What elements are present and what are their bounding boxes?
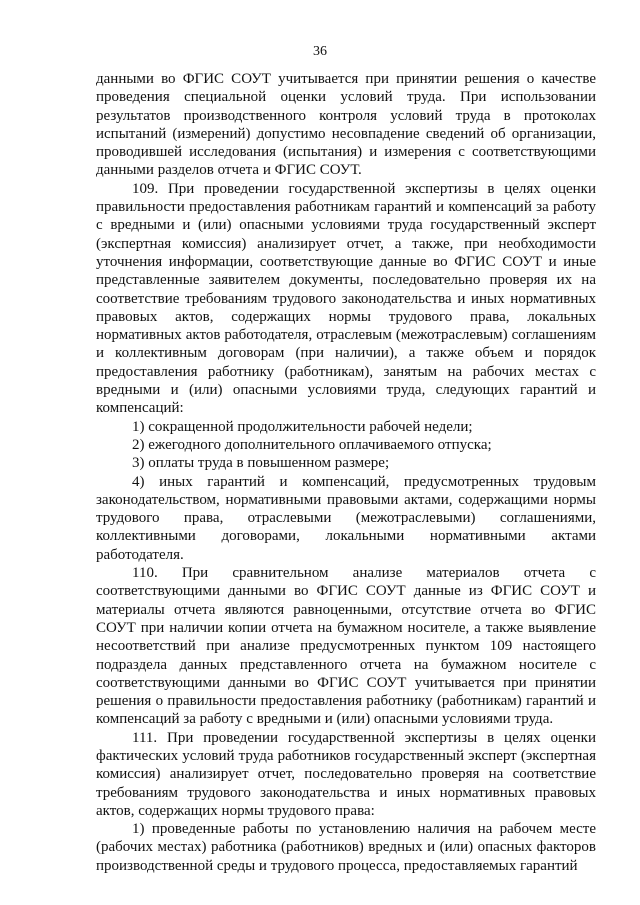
page-number: 36: [313, 44, 327, 59]
paragraph-continuation: данными во ФГИС СОУТ учитывается при принятии решения о качестве проведения специальной оценки условий труда. При использовании результатов производственного контроля условий труда в протоколах испытаний (измерений) допустимо несовпадение сведений об организации, проводившей исследования (испытания) и измерения с соответствующими данными разделов отчета и ФГИС СОУТ.: [96, 71, 596, 179]
list-item-109-4: 4) иных гарантий и компенсаций, предусмотренных трудовым законодательством, нормативными правовыми актами, содержащими нормы трудового права, отраслевыми (межотраслевыми) соглашениями, коллективными договорами, локальными нормативными актами работодателя.: [96, 473, 596, 563]
list-item-111-1: 1) проведенные работы по установлению наличия на рабочем месте (рабочих местах) работника (работников) вредных и (или) опасных факторов производственной среды и трудового процесса, предоставляемых гарантий: [96, 821, 596, 874]
list-item-109-1: 1) сокращенной продолжительности рабочей недели;: [132, 418, 473, 435]
paragraph-111: 111. При проведении государственной экспертизы в целях оценки фактических условий труда работников государственный эксперт (экспертная комиссия) анализирует отчет, последовательно проверяя на соответствие требованиям трудового законодательства и иных нормативных правовых актов, содержащих нормы трудового права:: [96, 729, 596, 819]
body-text: [96, 70, 596, 875]
list-item-109-3: 3) оплаты труда в повышенном размере;: [132, 455, 390, 472]
paragraph-109: 109. При проведении государственной экспертизы в целях оценки правильности предоставления работникам гарантий и компенсаций за работу с вредными и (или) опасными условиями труда государственный эксперт (экспертная комиссия) анализирует отчет, а также, при необходимости уточнения информации, соответствующие данные во ФГИС СОУТ и иные представленные заявителем документы, последовательно проверяя их на соответствие требованиям трудового законодательства и иных нормативных правовых актов, содержащих нормы трудового права, локальных нормативных актов работодателя, отраслевым (межотраслевым) соглашениям и коллективным договорам (при наличии), а также объем и порядок предоставления работнику (работникам), занятым на рабочих местах с вредными и (или) опасными условиями труда, следующих гарантий и компенсаций:: [96, 180, 596, 417]
paragraph-110: 110. При сравнительном анализе материалов отчета с соответствующими данными во ФГИС СОУТ данные из ФГИС СОУТ и материалы отчета являются равноценными, отсутствие отчета во ФГИС СОУТ при наличии копии отчета на бумажном носителе, а также выявление несоответствий при анализе предусмотренных пунктом 109 настоящего подраздела данных представленного отчета на бумажном носителе с соответствующими данными во ФГИС СОУТ учитывается при принятии решения о правильности предоставления работнику (работникам) гарантий и компенсаций за работу с вредными и (или) опасными условиями труда.: [96, 565, 596, 728]
list-item-109-2: 2) ежегодного дополнительного оплачиваемого отпуска;: [132, 436, 492, 453]
